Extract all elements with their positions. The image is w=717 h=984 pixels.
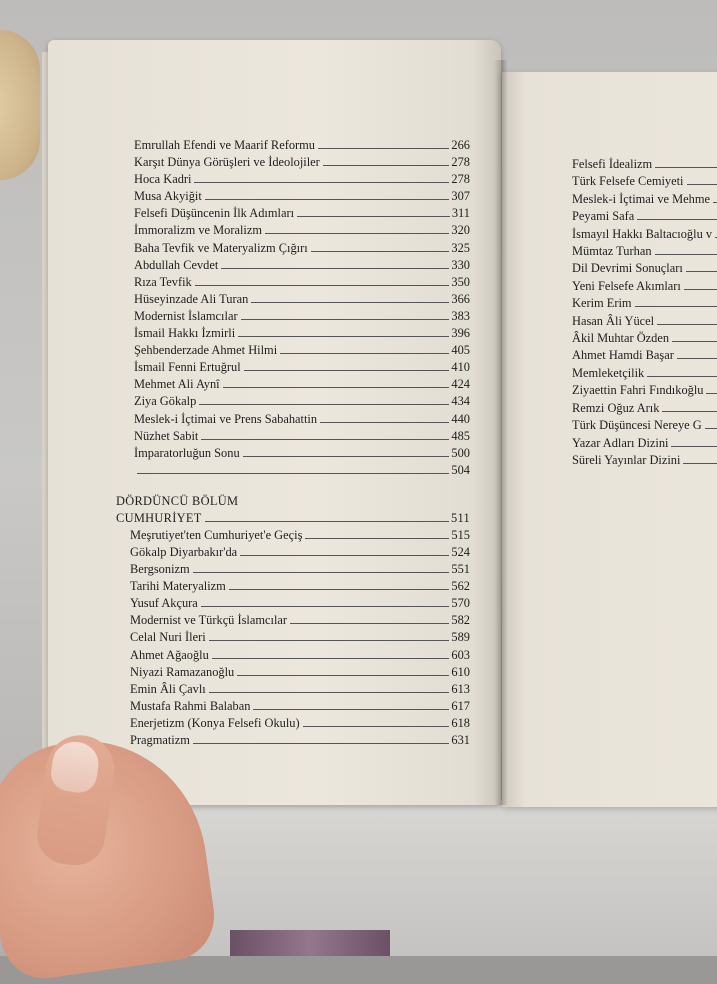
toc-entry bbox=[572, 260, 717, 277]
toc-entry bbox=[134, 257, 470, 274]
leader-dots bbox=[209, 640, 450, 641]
toc-entry-page: 383 bbox=[451, 308, 470, 325]
leader-dots bbox=[671, 446, 717, 447]
toc-entry bbox=[572, 400, 717, 417]
toc-entry-title: Felsefi İdealizm bbox=[572, 156, 652, 173]
toc-entry-title: Meşrutiyet'ten Cumhuriyet'e Geçiş bbox=[130, 527, 302, 544]
toc-entry-page: 618 bbox=[451, 715, 470, 732]
leader-dots bbox=[647, 376, 717, 377]
toc-entry bbox=[130, 595, 470, 612]
leader-dots bbox=[677, 358, 717, 359]
toc-entry-page: 434 bbox=[451, 393, 470, 410]
leader-dots bbox=[713, 202, 717, 203]
section-gap bbox=[134, 479, 470, 493]
section-title-row bbox=[116, 510, 470, 527]
toc-entry bbox=[134, 325, 470, 342]
toc-entry bbox=[134, 171, 470, 188]
toc-entry-title: Memleketçilik bbox=[572, 365, 644, 382]
section-title: CUMHURİYET bbox=[116, 510, 202, 527]
leader-dots bbox=[201, 439, 449, 440]
leader-dots bbox=[662, 411, 717, 412]
toc-entry-page: 410 bbox=[451, 359, 470, 376]
toc-entry bbox=[572, 243, 717, 260]
toc-entry-title: Ziya Gökalp bbox=[134, 393, 196, 410]
leader-dots bbox=[205, 521, 449, 522]
leader-dots bbox=[253, 709, 449, 710]
leader-dots bbox=[305, 538, 449, 539]
leader-dots bbox=[672, 341, 717, 342]
toc-entry bbox=[130, 629, 470, 646]
toc-entry-page: 266 bbox=[451, 137, 470, 154]
leader-dots bbox=[687, 184, 717, 185]
toc-entry bbox=[130, 544, 470, 561]
toc-entry bbox=[130, 698, 470, 715]
toc-entry-title: Remzi Oğuz Arık bbox=[572, 400, 659, 417]
toc-entry bbox=[134, 342, 470, 359]
toc-entry-title: Modernist ve Türkçü İslamcılar bbox=[130, 612, 287, 629]
leader-dots bbox=[212, 658, 450, 659]
toc-entry-title: Hoca Kadri bbox=[134, 171, 191, 188]
toc-entry-title: Tarihi Materyalizm bbox=[130, 578, 226, 595]
toc-entry bbox=[572, 173, 717, 190]
toc-entry-page: 562 bbox=[451, 578, 470, 595]
toc-entry bbox=[134, 240, 470, 257]
toc-entry bbox=[130, 732, 470, 749]
toc-entry bbox=[572, 278, 717, 295]
leader-dots bbox=[655, 167, 717, 168]
leader-dots bbox=[686, 271, 717, 272]
toc-entry-title: Baha Tevfik ve Materyalizm Çığırı bbox=[134, 240, 308, 257]
toc-entry-title: Dil Devrimi Sonuçları bbox=[572, 260, 683, 277]
leader-dots bbox=[251, 302, 449, 303]
toc-entry bbox=[134, 428, 470, 445]
toc-entry-title: Hüseyinzade Ali Turan bbox=[134, 291, 248, 308]
leader-dots bbox=[705, 428, 717, 429]
leader-dots bbox=[706, 393, 717, 394]
toc-entry-page: 440 bbox=[451, 411, 470, 428]
toc-entry-title: Karşıt Dünya Görüşleri ve İdeolojiler bbox=[134, 154, 320, 171]
toc-list-top bbox=[134, 137, 470, 479]
toc-entry bbox=[572, 208, 717, 225]
toc-entry-page: 350 bbox=[451, 274, 470, 291]
toc-entry-page: 617 bbox=[451, 698, 470, 715]
toc-entry-title: İsmail Hakkı İzmirli bbox=[134, 325, 235, 342]
toc-entry-title: Enerjetizm (Konya Felsefi Okulu) bbox=[130, 715, 300, 732]
toc-entry-title: Türk Düşüncesi Nereye G bbox=[572, 417, 702, 434]
toc-entry-title: Bergsonizm bbox=[130, 561, 190, 578]
leader-dots bbox=[683, 463, 717, 464]
toc-entry bbox=[572, 191, 717, 208]
toc-entry bbox=[134, 462, 470, 479]
toc-entry bbox=[572, 347, 717, 364]
toc-entry bbox=[134, 376, 470, 393]
toc-list-right bbox=[572, 156, 717, 469]
toc-entry-title: Pragmatizm bbox=[130, 732, 190, 749]
leader-dots bbox=[303, 726, 450, 727]
leader-dots bbox=[318, 148, 449, 149]
toc-entry bbox=[572, 295, 717, 312]
toc-entry bbox=[134, 274, 470, 291]
leader-dots bbox=[323, 165, 450, 166]
toc-entry-page: 485 bbox=[451, 428, 470, 445]
toc-entry-title: Niyazi Ramazanoğlu bbox=[130, 664, 234, 681]
leader-dots bbox=[297, 216, 450, 217]
toc-entry bbox=[572, 435, 717, 452]
toc-entry-title: Abdullah Cevdet bbox=[134, 257, 218, 274]
toc-entry-title: Hasan Âli Yücel bbox=[572, 313, 654, 330]
toc-entry bbox=[134, 445, 470, 462]
toc-entry-page: 504 bbox=[451, 462, 470, 479]
toc-entry-title: Mümtaz Turhan bbox=[572, 243, 652, 260]
toc-entry-title: Celal Nuri İleri bbox=[130, 629, 206, 646]
leader-dots bbox=[684, 289, 717, 290]
toc-entry-page: 500 bbox=[451, 445, 470, 462]
toc-entry bbox=[134, 137, 470, 154]
leader-dots bbox=[243, 456, 450, 457]
toc-entry bbox=[572, 382, 717, 399]
toc-entry bbox=[134, 393, 470, 410]
toc-entry-title: Nüzhet Sabit bbox=[134, 428, 198, 445]
toc-entry bbox=[130, 647, 470, 664]
toc-entry-title: Meslek-i İçtimai ve Mehme bbox=[572, 191, 710, 208]
leader-dots bbox=[635, 306, 717, 307]
leader-dots bbox=[194, 182, 449, 183]
toc-entry bbox=[130, 664, 470, 681]
toc-entry-title: Felsefi Düşüncenin İlk Adımları bbox=[134, 205, 294, 222]
book-gutter-shadow bbox=[494, 60, 508, 805]
toc-entry-page: 307 bbox=[451, 188, 470, 205]
toc-entry-page: 424 bbox=[451, 376, 470, 393]
toc-entry bbox=[572, 156, 717, 173]
leader-dots bbox=[195, 285, 450, 286]
toc-entry-title: Meslek-i İçtimai ve Prens Sabahattin bbox=[134, 411, 317, 428]
toc-entry-page: 589 bbox=[451, 629, 470, 646]
toc-entry bbox=[130, 612, 470, 629]
leader-dots bbox=[209, 692, 450, 693]
leader-dots bbox=[223, 387, 450, 388]
leader-dots bbox=[193, 572, 450, 573]
toc-entry-page: 330 bbox=[451, 257, 470, 274]
leader-dots bbox=[657, 324, 717, 325]
toc-entry-page: 278 bbox=[451, 154, 470, 171]
toc-entry bbox=[572, 226, 717, 243]
toc-entry-title: Ahmet Hamdi Başar bbox=[572, 347, 674, 364]
leader-dots bbox=[201, 606, 450, 607]
toc-entry-title: Rıza Tevfik bbox=[134, 274, 192, 291]
toc-entry-title: Ziyaettin Fahri Fındıkoğlu bbox=[572, 382, 703, 399]
leader-dots bbox=[205, 199, 450, 200]
toc-entry-title: Türk Felsefe Cemiyeti bbox=[572, 173, 684, 190]
toc-entry-title: Kerim Erim bbox=[572, 295, 632, 312]
toc-entry bbox=[134, 308, 470, 325]
toc-entry bbox=[130, 561, 470, 578]
toc-entry bbox=[572, 313, 717, 330]
toc-entry-title: Musa Akyiğit bbox=[134, 188, 202, 205]
toc-entry bbox=[134, 205, 470, 222]
toc-entry-title: İmmoralizm ve Moralizm bbox=[134, 222, 262, 239]
leader-dots bbox=[229, 589, 450, 590]
leader-dots bbox=[237, 675, 449, 676]
left-table-of-contents bbox=[134, 137, 470, 749]
toc-entry bbox=[134, 222, 470, 239]
leader-dots bbox=[311, 251, 450, 252]
table-light-area bbox=[140, 800, 717, 956]
toc-entry-page: 366 bbox=[451, 291, 470, 308]
toc-entry-page: 320 bbox=[451, 222, 470, 239]
toc-entry bbox=[134, 154, 470, 171]
toc-entry-title: Peyami Safa bbox=[572, 208, 634, 225]
toc-entry-title: Mehmet Ali Aynî bbox=[134, 376, 220, 393]
toc-entry bbox=[134, 188, 470, 205]
leader-dots bbox=[290, 623, 449, 624]
toc-entry-title: Gökalp Diyarbakır'da bbox=[130, 544, 237, 561]
leader-dots bbox=[240, 555, 449, 556]
leader-dots bbox=[238, 336, 449, 337]
toc-entry-page: 582 bbox=[451, 612, 470, 629]
toc-entry-page: 613 bbox=[451, 681, 470, 698]
section-label: DÖRDÜNCÜ BÖLÜM bbox=[116, 493, 470, 510]
leader-dots bbox=[244, 370, 450, 371]
toc-entry bbox=[572, 452, 717, 469]
leader-dots bbox=[137, 473, 449, 474]
right-table-of-contents bbox=[572, 156, 717, 469]
fabric-corner bbox=[230, 930, 390, 956]
toc-entry bbox=[572, 365, 717, 382]
toc-entry-page: 570 bbox=[451, 595, 470, 612]
toc-entry-page: 325 bbox=[451, 240, 470, 257]
section-page: 511 bbox=[451, 510, 470, 527]
toc-entry bbox=[130, 527, 470, 544]
leader-dots bbox=[280, 353, 449, 354]
leader-dots bbox=[241, 319, 450, 320]
toc-entry-title: Modernist İslamcılar bbox=[134, 308, 238, 325]
toc-entry-title: İmparatorluğun Sonu bbox=[134, 445, 240, 462]
toc-entry-title: Süreli Yayınlar Dizini bbox=[572, 452, 680, 469]
toc-entry-title: Şehbenderzade Ahmet Hilmi bbox=[134, 342, 277, 359]
toc-entry-page: 610 bbox=[451, 664, 470, 681]
leader-dots bbox=[193, 743, 450, 744]
toc-entry-title: Yeni Felsefe Akımları bbox=[572, 278, 681, 295]
toc-entry bbox=[130, 681, 470, 698]
leader-dots bbox=[199, 404, 449, 405]
toc-entry-page: 631 bbox=[451, 732, 470, 749]
toc-entry-page: 311 bbox=[452, 205, 470, 222]
toc-entry-title: Emin Âli Çavlı bbox=[130, 681, 206, 698]
toc-entry-page: 278 bbox=[451, 171, 470, 188]
toc-entry bbox=[572, 330, 717, 347]
toc-list-bottom bbox=[134, 527, 470, 749]
toc-entry-page: 551 bbox=[451, 561, 470, 578]
toc-entry bbox=[134, 359, 470, 376]
toc-entry-title: Mustafa Rahmi Balaban bbox=[130, 698, 250, 715]
toc-entry-title: İsmayıl Hakkı Baltacıoğlu v bbox=[572, 226, 712, 243]
leader-dots bbox=[655, 254, 717, 255]
toc-entry bbox=[130, 578, 470, 595]
leader-dots bbox=[221, 268, 449, 269]
toc-entry bbox=[134, 291, 470, 308]
toc-entry-page: 524 bbox=[451, 544, 470, 561]
toc-entry-page: 515 bbox=[451, 527, 470, 544]
toc-entry-title: Emrullah Efendi ve Maarif Reformu bbox=[134, 137, 315, 154]
toc-entry-page: 396 bbox=[451, 325, 470, 342]
toc-entry bbox=[572, 417, 717, 434]
toc-entry-title: Yazar Adları Dizini bbox=[572, 435, 668, 452]
toc-entry bbox=[134, 411, 470, 428]
leader-dots bbox=[265, 233, 449, 234]
leader-dots bbox=[320, 422, 449, 423]
toc-entry-title: Yusuf Akçura bbox=[130, 595, 198, 612]
toc-entry-title: Âkil Muhtar Özden bbox=[572, 330, 669, 347]
toc-entry-title: Ahmet Ağaoğlu bbox=[130, 647, 209, 664]
wooden-object bbox=[0, 30, 40, 180]
toc-entry-page: 603 bbox=[451, 647, 470, 664]
leader-dots bbox=[637, 219, 717, 220]
toc-entry bbox=[130, 715, 470, 732]
toc-entry-title: İsmail Fenni Ertuğrul bbox=[134, 359, 241, 376]
toc-entry-page: 405 bbox=[451, 342, 470, 359]
